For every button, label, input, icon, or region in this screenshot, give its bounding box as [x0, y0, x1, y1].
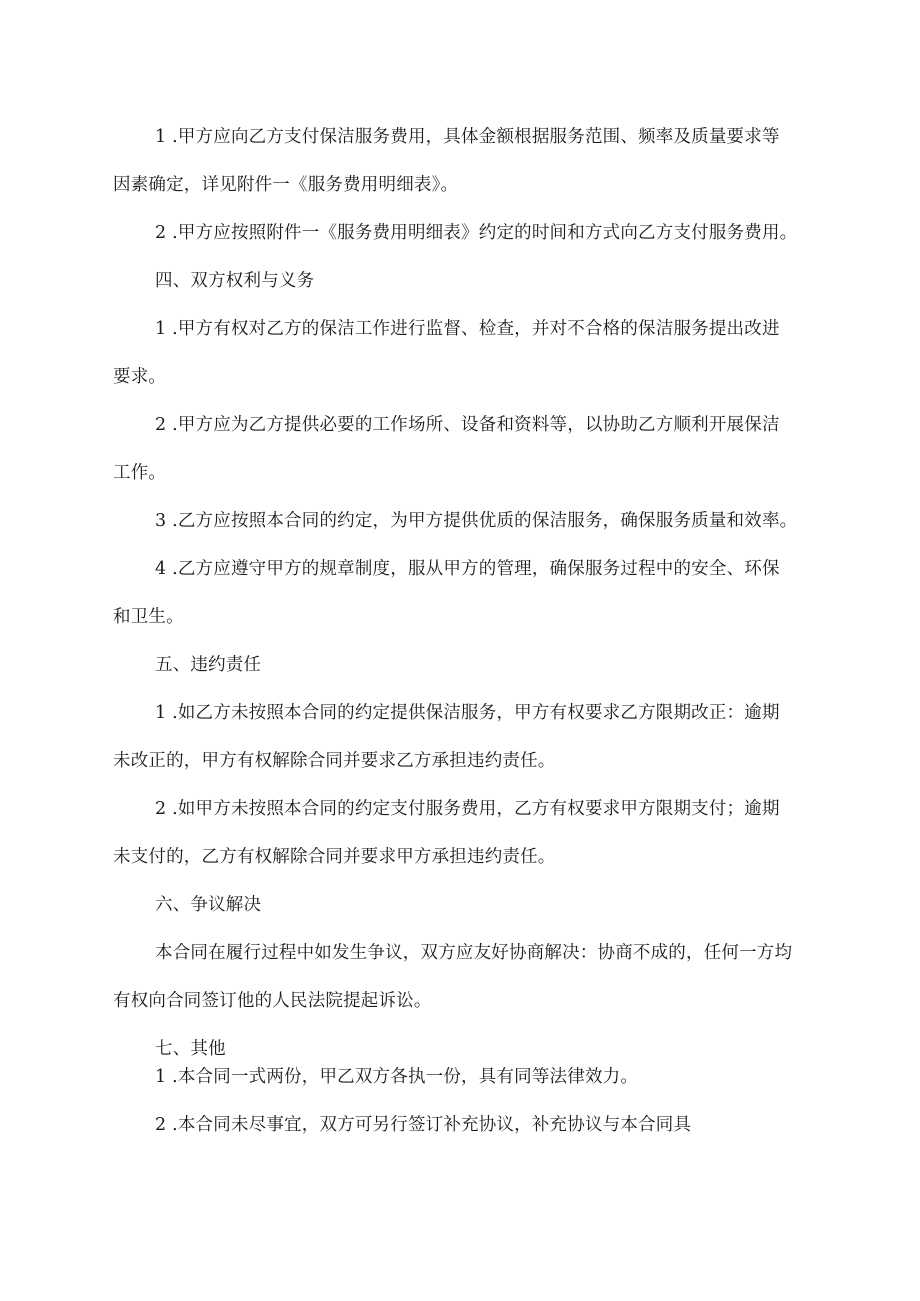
section-heading-6: 六、争议解决 [155, 895, 262, 915]
clause-5-2-line-1: 2 .如甲方未按照本合同的约定支付服务费用，乙方有权要求甲方限期支付；逾期 [155, 799, 780, 819]
clause-4-2-line-1: 2 .甲方应为乙方提供必要的工作场所、设备和资料等，以协助乙方顺利开展保洁 [155, 415, 780, 435]
section-6-line-1: 本合同在履行过程中如发生争议，双方应友好协商解决：协商不成的，任何一方均 [155, 943, 793, 963]
clause-5-1-line-2: 未改正的，甲方有权解除合同并要求乙方承担违约责任。 [113, 751, 556, 771]
clause-4-1-line-2: 要求。 [113, 367, 167, 387]
clause-5-1-line-1: 1 .如乙方未按照本合同的约定提供保洁服务，甲方有权要求乙方限期改正：逾期 [155, 703, 780, 723]
clause-7-2: 2 .本合同未尽事宜，双方可另行签订补充协议，补充协议与本合同具 [155, 1115, 692, 1135]
clause-4-3: 3 .乙方应按照本合同的约定，为甲方提供优质的保洁服务，确保服务质量和效率。 [155, 511, 798, 531]
clause-4-4-line-1: 4 .乙方应遵守甲方的规章制度，服从甲方的管理，确保服务过程中的安全、环保 [155, 559, 780, 579]
clause-7-1: 1 .本合同一式两份，甲乙双方各执一份，具有同等法律效力。 [155, 1067, 639, 1087]
section-heading-7: 七、其他 [155, 1039, 226, 1059]
clause-3-1-line-2: 因素确定，详见附件一《服务费用明细表》。 [113, 175, 459, 195]
section-6-line-2: 有权向合同签订他的人民法院提起诉讼。 [113, 991, 432, 1011]
clause-5-2-line-2: 未支付的，乙方有权解除合同并要求甲方承担违约责任。 [113, 847, 556, 867]
clause-3-1-line-1: 1 .甲方应向乙方支付保洁服务费用，具体金额根据服务范围、频率及质量要求等 [155, 127, 780, 147]
clause-3-2: 2 .甲方应按照附件一《服务费用明细表》约定的时间和方式向乙方支付服务费用。 [155, 223, 798, 243]
section-heading-4: 四、双方权利与义务 [155, 271, 315, 291]
section-heading-5: 五、违约责任 [155, 655, 262, 675]
clause-4-4-line-2: 和卫生。 [113, 607, 184, 627]
clause-4-1-line-1: 1 .甲方有权对乙方的保洁工作进行监督、检查，并对不合格的保洁服务提出改进 [155, 319, 780, 339]
clause-4-2-line-2: 工作。 [113, 463, 167, 483]
